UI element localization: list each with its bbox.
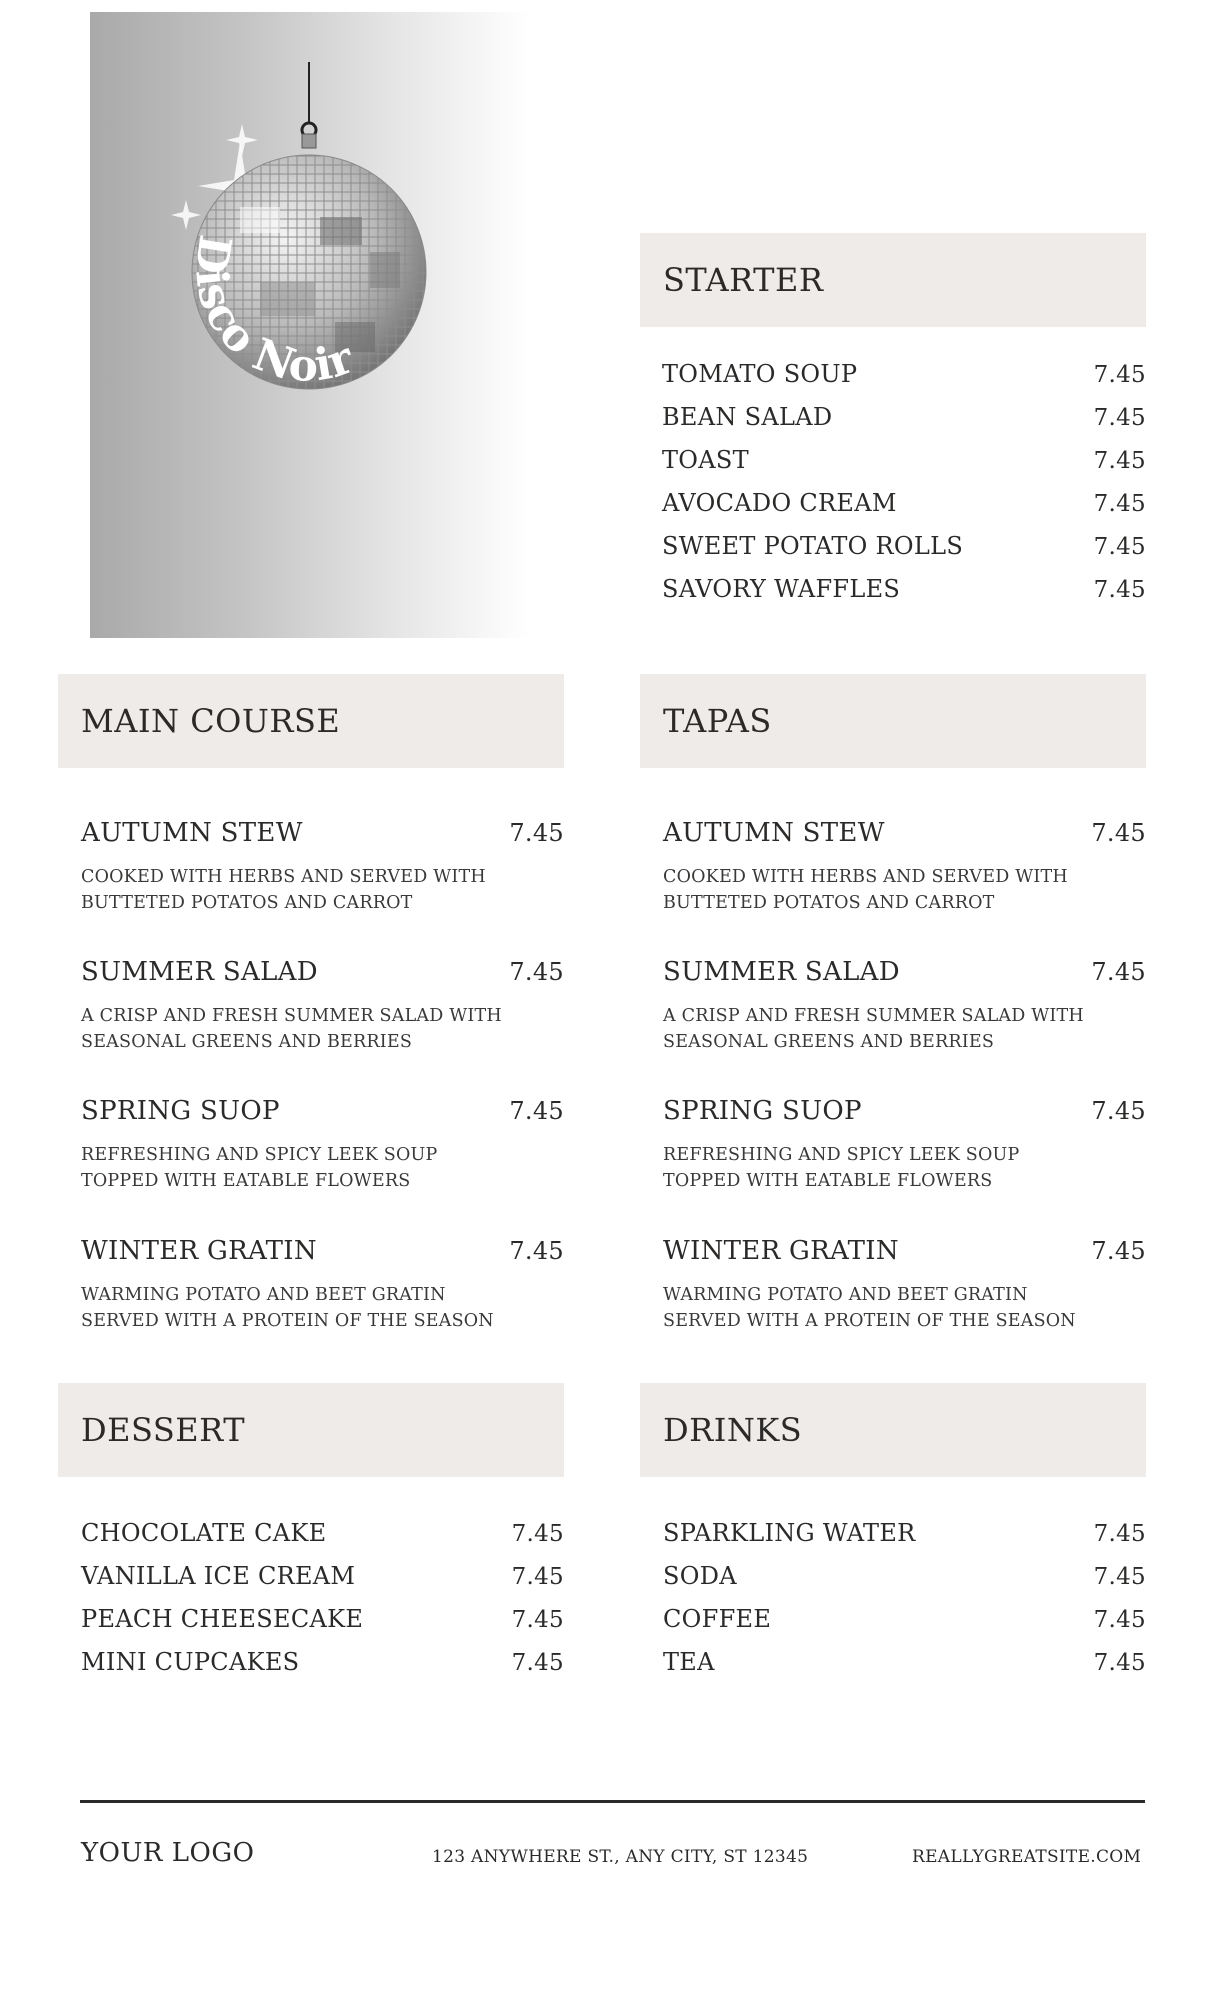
item-description: WARMING POTATO AND BEET GRATIN SERVED WITH A PROTEIN OF THE SEASON xyxy=(663,1285,1076,1331)
item-name: SUMMER SALAD xyxy=(663,957,900,987)
item-price: 7.45 xyxy=(1091,819,1146,847)
item-description: REFRESHING AND SPICY LEEK SOUP TOPPED WITH EATABLE FLOWERS xyxy=(81,1145,438,1191)
item-description: WARMING POTATO AND BEET GRATIN SERVED WITH A PROTEIN OF THE SEASON xyxy=(81,1285,494,1331)
list-item xyxy=(81,1519,564,1547)
list-item xyxy=(662,446,1146,474)
item-name: AVOCADO CREAM xyxy=(662,489,897,517)
item-price: 7.45 xyxy=(511,1564,564,1590)
menu-item xyxy=(81,818,564,916)
item-price: 7.45 xyxy=(1091,1237,1146,1265)
list-item xyxy=(663,1519,1146,1547)
item-name: VANILLA ICE CREAM xyxy=(81,1562,356,1590)
item-price: 7.45 xyxy=(1091,1097,1146,1125)
starter-title: STARTER xyxy=(663,261,824,299)
item-price: 7.45 xyxy=(1091,958,1146,986)
list-item xyxy=(662,360,1146,388)
item-name: SPARKLING WATER xyxy=(663,1519,916,1547)
item-name: TEA xyxy=(663,1648,715,1676)
item-price: 7.45 xyxy=(509,958,564,986)
item-description: COOKED WITH HERBS AND SERVED WITH BUTTETED POTATOS AND CARROT xyxy=(81,867,486,913)
item-description: COOKED WITH HERBS AND SERVED WITH BUTTETED POTATOS AND CARROT xyxy=(663,867,1068,913)
item-price: 7.45 xyxy=(1093,534,1146,560)
list-item xyxy=(81,1562,564,1590)
list-item xyxy=(663,1605,1146,1633)
menu-item xyxy=(663,818,1146,916)
list-item xyxy=(81,1648,564,1676)
item-name: TOMATO SOUP xyxy=(662,360,858,388)
item-name: MINI CUPCAKES xyxy=(81,1648,300,1676)
item-price: 7.45 xyxy=(1093,1650,1146,1676)
item-name: WINTER GRATIN xyxy=(81,1236,317,1266)
list-item xyxy=(662,532,1146,560)
item-name: AUTUMN STEW xyxy=(663,818,885,848)
footer-logo: YOUR LOGO xyxy=(81,1838,255,1868)
footer-divider xyxy=(80,1800,1145,1803)
item-price: 7.45 xyxy=(1093,362,1146,388)
item-description: REFRESHING AND SPICY LEEK SOUP TOPPED WITH EATABLE FLOWERS xyxy=(663,1145,1020,1191)
item-name: WINTER GRATIN xyxy=(663,1236,899,1266)
list-item xyxy=(662,575,1146,603)
item-name: TOAST xyxy=(662,446,749,474)
item-price: 7.45 xyxy=(1093,1564,1146,1590)
drinks-header xyxy=(640,1383,1146,1477)
item-price: 7.45 xyxy=(509,819,564,847)
item-name: SPRING SUOP xyxy=(663,1096,862,1126)
menu-item xyxy=(81,957,564,1055)
item-price: 7.45 xyxy=(509,1237,564,1265)
item-price: 7.45 xyxy=(1093,1521,1146,1547)
footer-website[interactable]: REALLYGREATSITE.COM xyxy=(912,1847,1142,1867)
item-description: A CRISP AND FRESH SUMMER SALAD WITH SEASONAL GREENS AND BERRIES xyxy=(81,1006,502,1052)
item-price: 7.45 xyxy=(511,1650,564,1676)
item-name: SPRING SUOP xyxy=(81,1096,280,1126)
menu-item xyxy=(663,1096,1146,1194)
main-course-title: MAIN COURSE xyxy=(81,702,341,740)
item-price: 7.45 xyxy=(509,1097,564,1125)
list-item xyxy=(81,1605,564,1633)
dessert-title: DESSERT xyxy=(81,1411,246,1449)
item-name: SAVORY WAFFLES xyxy=(662,575,901,603)
item-name: SODA xyxy=(663,1562,737,1590)
menu-item xyxy=(81,1236,564,1334)
menu-item xyxy=(81,1096,564,1194)
menu-item xyxy=(663,1236,1146,1334)
item-name: AUTUMN STEW xyxy=(81,818,303,848)
disco-ball-icon xyxy=(90,12,530,638)
item-price: 7.45 xyxy=(511,1521,564,1547)
drinks-title: DRINKS xyxy=(663,1411,803,1449)
item-name: SUMMER SALAD xyxy=(81,957,318,987)
item-name: COFFEE xyxy=(663,1605,772,1633)
item-name: SWEET POTATO ROLLS xyxy=(662,532,964,560)
item-price: 7.45 xyxy=(1093,405,1146,431)
item-name: CHOCOLATE CAKE xyxy=(81,1519,327,1547)
item-price: 7.45 xyxy=(1093,491,1146,517)
item-price: 7.45 xyxy=(511,1607,564,1633)
hero-image xyxy=(90,12,530,638)
item-name: PEACH CHEESECAKE xyxy=(81,1605,364,1633)
list-item xyxy=(662,489,1146,517)
tapas-header xyxy=(640,674,1146,768)
starter-header xyxy=(640,233,1146,327)
item-description: A CRISP AND FRESH SUMMER SALAD WITH SEASONAL GREENS AND BERRIES xyxy=(663,1006,1084,1052)
footer-address: 123 ANYWHERE ST., ANY CITY, ST 12345 xyxy=(432,1847,809,1867)
tapas-title: TAPAS xyxy=(663,702,772,740)
list-item xyxy=(662,403,1146,431)
menu-item xyxy=(663,957,1146,1055)
item-price: 7.45 xyxy=(1093,1607,1146,1633)
list-item xyxy=(663,1562,1146,1590)
dessert-header xyxy=(58,1383,564,1477)
hero-brand-text: Disco Noir xyxy=(184,231,360,392)
item-price: 7.45 xyxy=(1093,577,1146,603)
list-item xyxy=(663,1648,1146,1676)
main-course-header xyxy=(58,674,564,768)
item-name: BEAN SALAD xyxy=(662,403,833,431)
item-price: 7.45 xyxy=(1093,448,1146,474)
